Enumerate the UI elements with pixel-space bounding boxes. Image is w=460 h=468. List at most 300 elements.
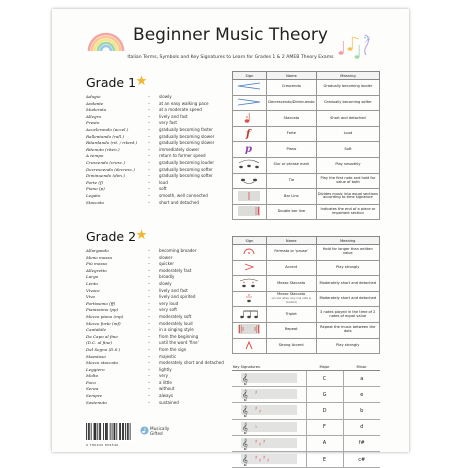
meaning-cell: Play smoothly (316, 157, 379, 173)
mezzo-staccato-single-icon (242, 301, 256, 305)
italian-term: Mezzo forte (mf) (86, 320, 121, 326)
italian-term: A tempo (86, 153, 104, 159)
term-dash: – (148, 173, 151, 179)
term-dash: – (148, 399, 151, 405)
meaning-cell: Soft (316, 142, 379, 158)
sign-name: Triplet (285, 311, 297, 316)
italian-term: Ritardando (rit. / ritard.) (86, 140, 138, 146)
sign-name: Bar Line (283, 193, 299, 198)
sign-name: Staccato (283, 115, 300, 120)
sign-cell (233, 142, 267, 158)
meaning-header: Meaning (316, 237, 380, 245)
term-row (86, 294, 236, 301)
svg-text:♯: ♯ (254, 406, 258, 413)
meaning-cell: Play strongly (316, 338, 380, 354)
term-dash: – (148, 386, 151, 392)
forte-icon (243, 129, 255, 141)
term-meaning: at a moderate speed (159, 107, 202, 113)
term-meaning: smooth, well connected (159, 192, 208, 198)
term-dash: – (148, 166, 151, 172)
key-signature-cell (232, 451, 306, 467)
name-header: Name (266, 237, 316, 245)
name-cell (266, 157, 316, 173)
svg-text:♯: ♯ (262, 455, 266, 462)
term-row (86, 274, 236, 281)
term-row (86, 261, 236, 268)
name-cell (266, 204, 316, 220)
name-cell (266, 322, 316, 338)
table-row (233, 126, 380, 142)
term-meaning: short and detached (159, 199, 200, 205)
term-row (86, 347, 236, 354)
meaning-header: Meaning (316, 72, 379, 80)
sign-cell (233, 95, 267, 111)
key-signature-cell (232, 435, 306, 451)
tie-icon (236, 183, 262, 187)
grade-1-terms (86, 94, 236, 206)
term-meaning: return to former speed (159, 153, 206, 159)
grade-2-terms (86, 248, 236, 406)
term-meaning: soft (159, 186, 167, 192)
term-meaning: gradually becoming slower (159, 133, 215, 139)
key-signature-staff-icon (239, 422, 299, 435)
term-dash: – (148, 320, 151, 326)
sign-cell (233, 80, 267, 96)
sign-name: Forte (286, 131, 296, 136)
term-dash: – (148, 373, 151, 379)
minor-key: d (343, 419, 380, 435)
term-row (86, 248, 236, 255)
poster-sheet (52, 9, 409, 467)
term-row (86, 167, 236, 174)
term-dash: – (148, 100, 151, 106)
svg-text:♯: ♯ (258, 441, 262, 448)
term-meaning: quicker (159, 261, 175, 267)
table-row (232, 435, 380, 451)
italian-term: Allegro (86, 113, 102, 119)
term-dash: – (148, 366, 151, 372)
grade-2-heading: Grade 2 (86, 229, 137, 244)
svg-text:♯: ♯ (258, 409, 262, 416)
table-row (233, 95, 380, 111)
key-signature-cell (232, 387, 306, 403)
italian-term: Poco (86, 379, 96, 385)
italian-term: Vivo (86, 294, 95, 300)
italian-term: Dal Segno (D.S.) (86, 346, 121, 352)
italian-term: Presto (86, 120, 100, 126)
italian-term: Mezzo staccato (86, 360, 119, 366)
musically-gifted-logo-icon (140, 426, 149, 435)
table-row (233, 204, 380, 220)
term-dash: – (148, 113, 151, 119)
table-row (233, 307, 380, 323)
svg-text:f: f (246, 129, 251, 141)
grade-1-symbol-table (232, 71, 380, 220)
term-dash: – (148, 199, 151, 205)
term-meaning: moderately fast (159, 267, 192, 273)
term-meaning: slowly (159, 94, 172, 99)
term-dash: – (148, 146, 151, 152)
term-row (86, 160, 236, 167)
term-row (86, 147, 236, 154)
term-dash: – (148, 133, 151, 139)
brand-line-1: Musically (150, 426, 170, 431)
key-signature-cell (232, 371, 306, 387)
brand-line-2: Gifted (150, 431, 163, 436)
minor-key: b (343, 403, 380, 419)
mezzo-staccato-icon (236, 286, 262, 290)
barcode-number: 9 780645 856540 (86, 443, 119, 447)
term-dash: – (148, 179, 151, 185)
term-dash: – (148, 126, 151, 132)
table-row (233, 291, 380, 307)
term-dash: – (148, 159, 151, 165)
italian-term: Lento (86, 280, 98, 286)
term-dash: – (148, 333, 151, 339)
term-dash: – (148, 274, 151, 280)
name-cell (266, 189, 316, 205)
italian-term: Ritenuto (riten.) (86, 146, 120, 152)
svg-text:♯: ♯ (254, 455, 258, 462)
italian-term: Pianissimo (pp) (86, 307, 119, 313)
crescendo-hairpin-icon (236, 87, 262, 91)
name-cell (266, 111, 316, 127)
name-cell (266, 276, 316, 292)
term-meaning: moderately loud (159, 320, 193, 326)
term-row (86, 301, 236, 308)
italian-term: Accelerando (accel.) (86, 126, 129, 132)
sign-cell (233, 291, 267, 307)
italian-term: Crescendo (cresc.) (86, 159, 125, 165)
name-cell (266, 80, 316, 96)
sign-cell (233, 111, 267, 127)
term-row (86, 288, 236, 295)
term-dash: – (148, 254, 151, 260)
meaning-cell: Moderately short and detached (316, 276, 380, 292)
sign-cell (233, 307, 267, 323)
term-meaning: slowly (159, 280, 172, 286)
term-dash: – (148, 300, 151, 306)
italian-term: Maestoso (86, 353, 106, 359)
term-row (86, 140, 236, 147)
term-row (86, 400, 236, 407)
term-dash: – (148, 140, 151, 146)
svg-text:𝄢: 𝄢 (363, 34, 371, 48)
term-row (86, 354, 236, 361)
table-row (233, 80, 380, 96)
sign-header: Sign (233, 237, 267, 245)
italian-term: Staccato (86, 199, 105, 205)
italian-term: Moderato (86, 107, 107, 113)
barcode-icon (86, 422, 132, 442)
sign-name: Double bar line (277, 209, 306, 214)
term-dash: – (148, 248, 151, 253)
table-row (232, 451, 380, 467)
sign-cell (233, 338, 267, 354)
name-cell (266, 307, 316, 323)
table-row (233, 338, 380, 354)
term-meaning: lightly (159, 366, 172, 372)
sign-cell (233, 260, 267, 276)
name-note: (no slur when only one note is marked) (271, 297, 311, 305)
term-dash: – (148, 287, 151, 293)
svg-text:𝄞: 𝄞 (241, 422, 248, 434)
term-dash: – (148, 360, 151, 366)
meaning-cell: Short and detached (316, 111, 379, 127)
term-dash: – (148, 353, 151, 359)
term-meaning: immediately slower (159, 146, 200, 152)
sign-name: Crescendo (281, 84, 301, 89)
strong-accent-icon (243, 347, 255, 351)
sign-name: Mezzo Staccato (277, 280, 306, 285)
decrescendo-hairpin-icon (236, 103, 262, 107)
sign-name: Piano (286, 146, 297, 151)
svg-text:♯: ♯ (258, 458, 262, 465)
term-meaning: broadly (159, 274, 175, 280)
grade-2-symbol-table (232, 236, 380, 354)
italian-term: Cantabile (86, 327, 106, 333)
italian-term: Da Capo al fine (86, 333, 118, 339)
key-signature-staff-icon (239, 390, 299, 402)
slur-icon (236, 167, 262, 171)
meaning-cell: Play strongly (316, 260, 380, 276)
sign-header: Sign (233, 72, 267, 80)
key-signature-staff-icon (239, 455, 299, 467)
sign-name: Tie (288, 177, 295, 182)
term-meaning: a little (159, 379, 172, 385)
italian-term: Andante (86, 100, 104, 106)
table-row (232, 371, 380, 387)
meaning-cell: 3 notes played in the time of 2 notes of equal value (316, 307, 380, 323)
name-cell (266, 338, 316, 354)
term-meaning: gradually becoming louder (159, 159, 215, 165)
italian-term: Sostenuto (86, 399, 107, 405)
meaning-cell: Repeat the music between the dots (316, 322, 380, 338)
table-row (233, 111, 380, 127)
term-row (86, 153, 236, 160)
minor-key: a (343, 371, 380, 387)
term-row (86, 321, 236, 328)
meaning-cell: Indicates the end of a piece or important section (316, 204, 379, 220)
svg-text:♯: ♯ (254, 438, 258, 445)
name-cell (266, 126, 316, 142)
name-cell (266, 245, 316, 261)
meaning-cell: Gradually becoming louder (316, 80, 379, 96)
term-meaning: lively and spirited (159, 294, 196, 300)
term-row (86, 360, 236, 367)
term-meaning: from the sign (159, 346, 187, 352)
term-row (86, 268, 236, 275)
table-row (233, 142, 380, 158)
term-meaning: until the word 'fine' (159, 340, 199, 346)
minor-key: c# (343, 451, 380, 467)
minor-header: Minor (343, 363, 380, 371)
name-cell (266, 291, 316, 307)
term-dash: – (148, 267, 151, 273)
table-row (233, 245, 380, 261)
term-dash: – (148, 192, 151, 198)
term-dash: – (148, 153, 151, 159)
term-dash: – (148, 307, 151, 313)
italian-term: Piano (p) (86, 186, 105, 192)
svg-text:p: p (245, 143, 253, 155)
table-row (232, 419, 380, 435)
table-row (233, 276, 380, 292)
table-row (232, 403, 380, 419)
sign-cell (233, 173, 267, 189)
term-dash: – (148, 261, 151, 267)
term-row (86, 180, 236, 187)
svg-text:♭: ♭ (254, 423, 258, 430)
svg-text:𝄞: 𝄞 (241, 455, 248, 467)
sign-cell (233, 245, 267, 261)
svg-text:𝄞: 𝄞 (241, 438, 248, 450)
meaning-cell: Hold for longer than written value (316, 245, 380, 261)
key-signatures-header: Key Signatures (232, 363, 306, 371)
star-icon (136, 75, 147, 86)
svg-text:♯: ♯ (254, 390, 258, 397)
sign-name: Repeat (284, 327, 298, 332)
term-dash: – (148, 186, 151, 192)
sign-cell (233, 126, 267, 142)
sign-name: Fermata or 'pause' (274, 249, 308, 254)
term-row (86, 340, 236, 347)
term-meaning: gradually becoming slower (159, 140, 215, 146)
sign-cell (233, 204, 267, 220)
sign-name: Mezzo Staccato (277, 292, 306, 297)
term-meaning: very (159, 373, 169, 379)
term-row (86, 134, 236, 141)
term-dash: – (148, 280, 151, 286)
term-row (86, 101, 236, 108)
svg-text:♯: ♯ (266, 458, 270, 465)
major-key: G (306, 387, 343, 403)
page-subtitle: Italian Terms, Symbols and Key Signatures to Learn for Grades 1 & 2 AMEB Theory Exams (127, 55, 334, 60)
table-row (233, 173, 380, 189)
term-meaning: without (159, 386, 175, 392)
italian-term: Mezzo piano (mp) (86, 313, 124, 319)
grade-1-heading: Grade 1 (86, 75, 137, 90)
term-row (86, 114, 236, 121)
italian-term: Decrescendo (decresc.) (86, 166, 135, 172)
piano-icon (243, 143, 255, 156)
sign-name: Decrescendo/Diminuendo (268, 99, 315, 104)
italian-term: Meno mosso (86, 254, 113, 260)
triplet-icon (236, 317, 262, 321)
italian-term: Più mosso (86, 261, 108, 267)
brand-name (150, 426, 169, 436)
term-meaning: sustained (159, 399, 179, 405)
star-icon (136, 229, 147, 240)
svg-text:𝄞: 𝄞 (241, 374, 248, 386)
term-dash: – (148, 379, 151, 385)
meaning-cell: Play the first note and hold for value of both (316, 173, 379, 189)
sign-name: Accent (285, 264, 298, 269)
term-dash: – (148, 120, 151, 126)
svg-text:𝄞: 𝄞 (241, 406, 248, 418)
term-meaning: lively and fast (159, 287, 188, 293)
term-row (86, 314, 236, 321)
major-key: E (306, 451, 343, 467)
major-key: D (306, 403, 343, 419)
term-meaning: at an easy walking pace (159, 100, 209, 106)
italian-term: Leggiero (86, 366, 105, 372)
key-signature-staff-icon (239, 406, 299, 418)
term-row (86, 373, 236, 380)
italian-term: Rallentando (rall.) (86, 133, 124, 139)
italian-term: Allegretto (86, 267, 107, 273)
term-dash: – (148, 94, 151, 99)
term-row (86, 327, 236, 334)
term-dash: – (148, 313, 151, 319)
term-row (86, 193, 236, 200)
term-meaning: gradually becoming softer (159, 166, 213, 172)
term-row (86, 173, 236, 180)
bar-line-icon (236, 199, 262, 203)
term-row (86, 386, 236, 393)
sign-cell (233, 322, 267, 338)
term-dash: – (148, 294, 151, 300)
italian-term: Legato (86, 192, 101, 198)
table-row (233, 189, 380, 205)
term-row (86, 380, 236, 387)
key-signature-cell (232, 403, 306, 419)
term-dash: – (148, 327, 151, 333)
italian-term: (D.C. al fine) (86, 340, 113, 346)
key-signatures-table (232, 363, 380, 468)
meaning-cell: Moderately short and detached (316, 291, 380, 307)
term-meaning: always (159, 393, 174, 399)
term-meaning: very fast (159, 120, 178, 126)
term-meaning: very loud (159, 300, 179, 306)
repeat-sign-icon (236, 332, 262, 336)
sign-name: Slur or phrase mark (273, 162, 310, 167)
name-cell (266, 260, 316, 276)
table-row (233, 322, 380, 338)
minor-key: f# (343, 435, 380, 451)
term-meaning: very soft (159, 307, 177, 313)
term-meaning: from the beginning (159, 333, 199, 339)
sign-cell (233, 157, 267, 173)
term-meaning: slower (159, 254, 173, 260)
term-row (86, 186, 236, 193)
key-signature-cell (232, 419, 306, 435)
italian-term: Fortissimo (ff) (86, 300, 116, 306)
term-row (86, 367, 236, 374)
term-meaning: gradually becoming faster (159, 126, 213, 132)
name-header: Name (266, 72, 316, 80)
italian-term: Allargando (86, 248, 109, 253)
name-cell (266, 142, 316, 158)
major-key: C (306, 371, 343, 387)
staccato-note-icon (243, 121, 255, 125)
name-cell (266, 95, 316, 111)
accent-icon (243, 269, 255, 273)
major-key: F (306, 419, 343, 435)
term-meaning: moderately soft (159, 313, 192, 319)
term-row (86, 307, 236, 314)
italian-term: Vivace (86, 287, 100, 293)
term-meaning: majestic (159, 353, 177, 359)
italian-term: Senza (86, 386, 99, 392)
svg-text:𝄞: 𝄞 (241, 390, 248, 402)
page-title: Beginner Music Theory (133, 25, 328, 45)
term-row (86, 127, 236, 134)
term-row (86, 334, 236, 341)
term-meaning: becoming broader (159, 248, 197, 253)
italian-term: Adagio (86, 94, 101, 99)
table-row (233, 157, 380, 173)
